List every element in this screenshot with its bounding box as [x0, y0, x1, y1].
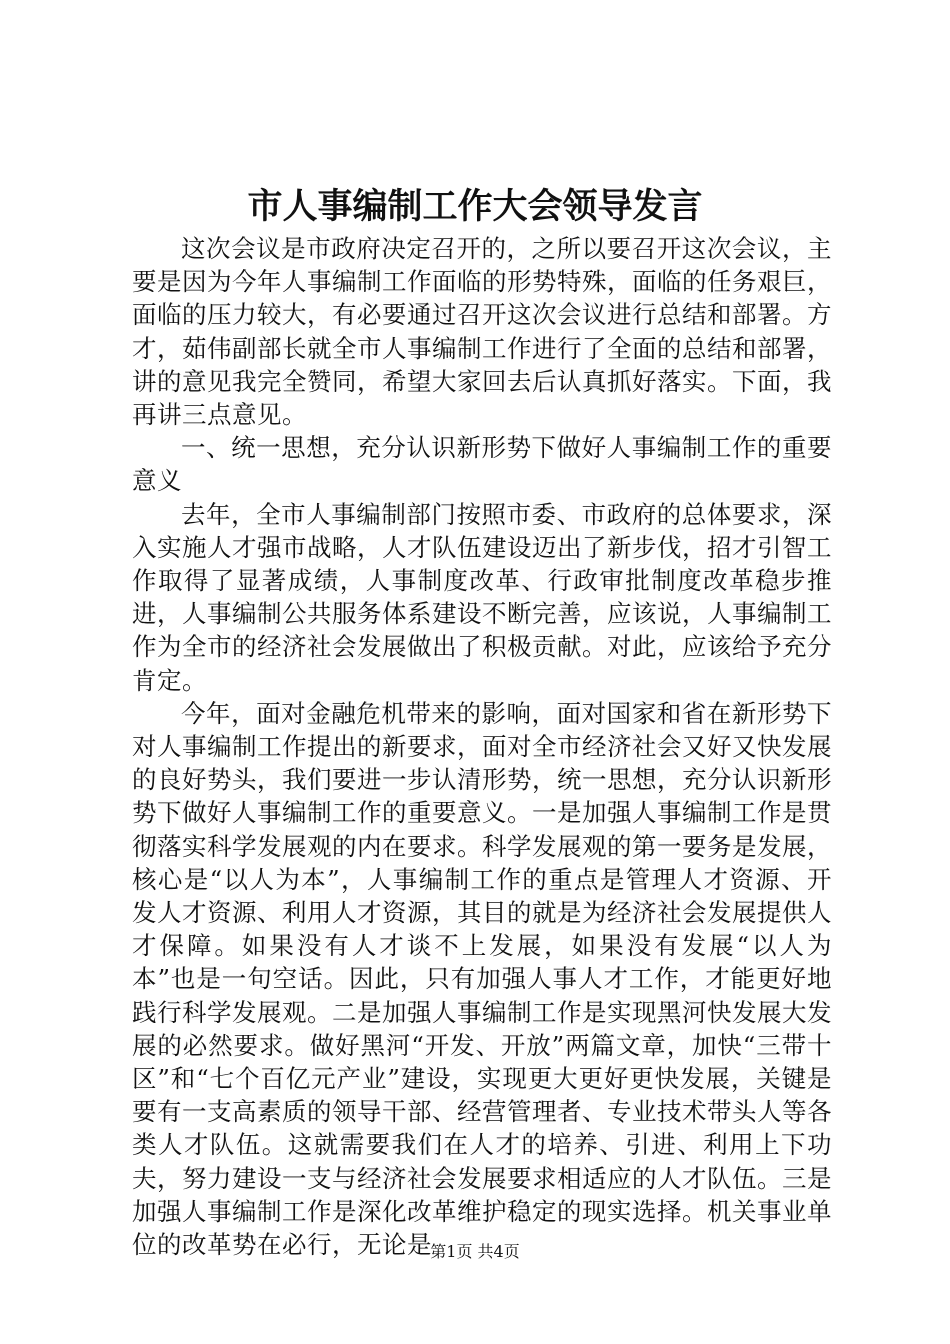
paragraph-this-year: 今年，面对金融危机带来的影响，面对国家和省在新形势下对人事编制工作提出的新要求，面对全市经济社会又好又快发展的良好势头，我们要进一步认清形势，统一思想，充分认识新形势下做好人事编制工作的重要意义。一是加强人事编制工作是贯彻落实科学发展观的内在要求。科学发展观的第一要务是发展，核心是“以人为本”，人事编制工作的重点是管理人才资源、开发人才资源、利用人才资源，其目的就是为经济社会发展提供人才保障。如果没有人才谈不上发展，如果没有发展“以人为本”也是一句空话。因此，只有加强人事人才工作，才能更好地践行科学发展观。二是加强人事编制工作是实现黑河快发展大发展的必然要求。做好黑河“开发、开放”两篇文章，加快“三带十区”和“七个百亿元产业”建设，实现更大更好更快发展，关键是要有一支高素质的领导干部、经营管理者、专业技术带头人等各类人才队伍。这就需要我们在人才的培养、引进、利用上下功夫，努力建设一支与经济社会发展要求相适应的人才队伍。三是加强人事编制工作是深化改革维护稳定的现实选择。机关事业单位的改革势在必行，无论是 [132, 698, 832, 1260]
paragraph-intro: 这次会议是市政府决定召开的，之所以要召开这次会议，主要是因为今年人事编制工作面临的形势特殊，面临的任务艰巨，面临的压力较大，有必要通过召开这次会议进行总结和部署。方才，茹伟副部长就全市人事编制工作进行了全面的总结和部署，讲的意见我完全赞同，希望大家回去后认真抓好落实。下面，我再讲三点意见。 [132, 234, 832, 430]
section-heading-1: 一、统一思想，充分认识新形势下做好人事编制工作的重要意义 [132, 433, 832, 496]
document-body [132, 232, 832, 1261]
page-footer: 第1页 共4页 [430, 1242, 520, 1261]
paragraph-last-year: 去年，全市人事编制部门按照市委、市政府的总体要求，深入实施人才强市战略，人才队伍建设迈出了新步伐，招才引智工作取得了显著成绩，人事制度改革、行政审批制度改革稳步推进，人事编制公共服务体系建设不断完善，应该说，人事编制工作为全市的经济社会发展做出了积极贡献。对此，应该给予充分肯定。 [132, 499, 832, 695]
document-title: 市人事编制工作大会领导发言 [247, 186, 703, 227]
